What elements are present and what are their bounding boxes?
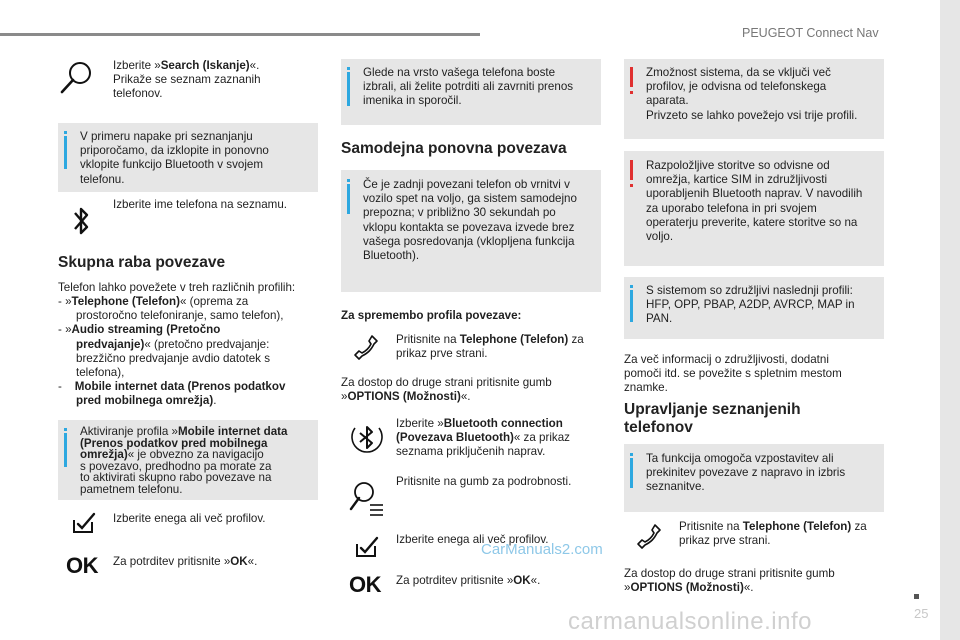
shared-intro-text: Telefon lahko povežete v treh različnih profilih: (58, 281, 296, 294)
options-instruction: Za dostop do druge strani pritisnite gumb »OPTIONS (Možnosti)«. (624, 567, 835, 595)
change-profile-label: Za spremembo profila povezave: (341, 309, 522, 322)
info-box-phonebook: Glede na vrsto vašega telefona boste izbrali, ali želite potrditi ali zavrniti prenos imenika in sporočil. (341, 59, 601, 125)
bluetooth-connection-text: Izberite »Bluetooth connection (Povezava Bluetooth)« za prikaz seznama priključenih naprav. (396, 417, 570, 459)
details-text: Pritisnite na gumb za podrobnosti. (396, 475, 572, 488)
press-phone-text: Pritisnite na Telephone (Telefon) za prikaz prve strani. (679, 520, 867, 548)
checkbox-edit-icon (353, 534, 383, 560)
info-box-compatible-profiles: S sistemom so združljivi naslednji profili: HFP, OPP, PBAP, A2DP, AVRCP, MAP in PAN. (624, 277, 884, 339)
checkbox-edit-icon (70, 510, 100, 536)
select-profiles-text: Izberite enega ali več profilov. (396, 533, 549, 546)
confirm-ok-text: Za potrditev pritisnite »OK«. (396, 574, 541, 587)
confirm-ok-text: Za potrditev pritisnite »OK«. (113, 555, 258, 568)
footer-watermark: carmanualsonline.info (568, 608, 812, 635)
heading-manage-paired: Upravljanje seznanjenih telefonov (624, 401, 801, 436)
select-profiles-text: Izberite enega ali več profilov. (113, 512, 266, 525)
warning-box-profiles: Zmožnost sistema, da se vključi več profilov, je odvisna od telefonskega aparata. Privzeto se lahko povežejo vsi trije profili. (624, 59, 884, 139)
phone-icon (636, 522, 664, 550)
phone-icon (353, 333, 381, 361)
options-instruction: Za dostop do druge strani pritisnite gumb »OPTIONS (Možnosti)«. (341, 376, 552, 404)
watermark: CarManuals2.com (481, 541, 603, 558)
info-box-pairing-error: V primeru napake pri seznanjanju priporočamo, da izklopite in ponovno vklopite funkcijo Bluetooth v svojem telefonu. (58, 123, 318, 192)
profile-list: - »Telephone (Telefon)« (oprema za prostoročno telefoniranje, samo telefon), - »Audio streaming (Pretočno predvajanje)« (pretočno predvajanje: brezžično predvajanje avdio datotek s telefona), - Mobile internet data (Prenos podatkov pred mobilnega omrežja). (58, 295, 286, 408)
header-title: PEUGEOT Connect Nav (742, 26, 879, 40)
ok-icon: OK (66, 553, 98, 578)
page-marker (914, 594, 919, 599)
header-rule (0, 33, 480, 36)
search-icon (58, 58, 98, 100)
heading-shared-connection: Skupna raba povezave (58, 254, 226, 271)
bluetooth-connection-icon (347, 418, 387, 458)
select-phone-text: Izberite ime telefona na seznamu. (113, 198, 288, 211)
ok-icon: OK (349, 572, 381, 597)
heading-auto-reconnect: Samodejna ponovna povezava (341, 140, 567, 157)
info-box-mobile-data: Aktiviranje profila »Mobile internet data (Prenos podatkov pred mobilnega omrežja)« je obvezno za navigacijo s povezavo, predhodno pa morate za to aktivirati skupno rabo povezave na pametnem telefonu. (58, 420, 318, 500)
more-info-text: Za več informacij o združljivosti, dodatni pomoči itd. se povežite s spletnim mestom znamke. (624, 353, 842, 395)
search-instruction: Izberite »Search (Iskanje)«. Prikaže se seznam zaznanih telefonov. (113, 59, 261, 101)
info-box-manage: Ta funkcija omogoča vzpostavitev ali prekinitev povezave z napravo in izbris seznanitve. (624, 444, 884, 512)
details-search-icon (347, 477, 387, 519)
page-number: 25 (914, 606, 929, 621)
page-side-rail (940, 0, 960, 640)
press-phone-text: Pritisnite na Telephone (Telefon) za prikaz prve strani. (396, 333, 584, 361)
info-box-auto-reconnect: Če je zadnji povezani telefon ob vrnitvi v vozilo spet na voljo, ga sistem samodejno prepozna; v približno 30 sekundah po vklopu kontakta se povezava izvede brez vašega posredovanja (vklopljena funkcija Bluetooth). (341, 170, 601, 292)
warning-box-services: Razpoložljive storitve so odvisne od omrežja, kartice SIM in združljivosti uporabljenih Bluetooth naprav. V navodilih za uporabo telefona in pri svojem operaterju preverite, katere storitve so na voljo. (624, 151, 884, 266)
bluetooth-icon (70, 203, 94, 239)
